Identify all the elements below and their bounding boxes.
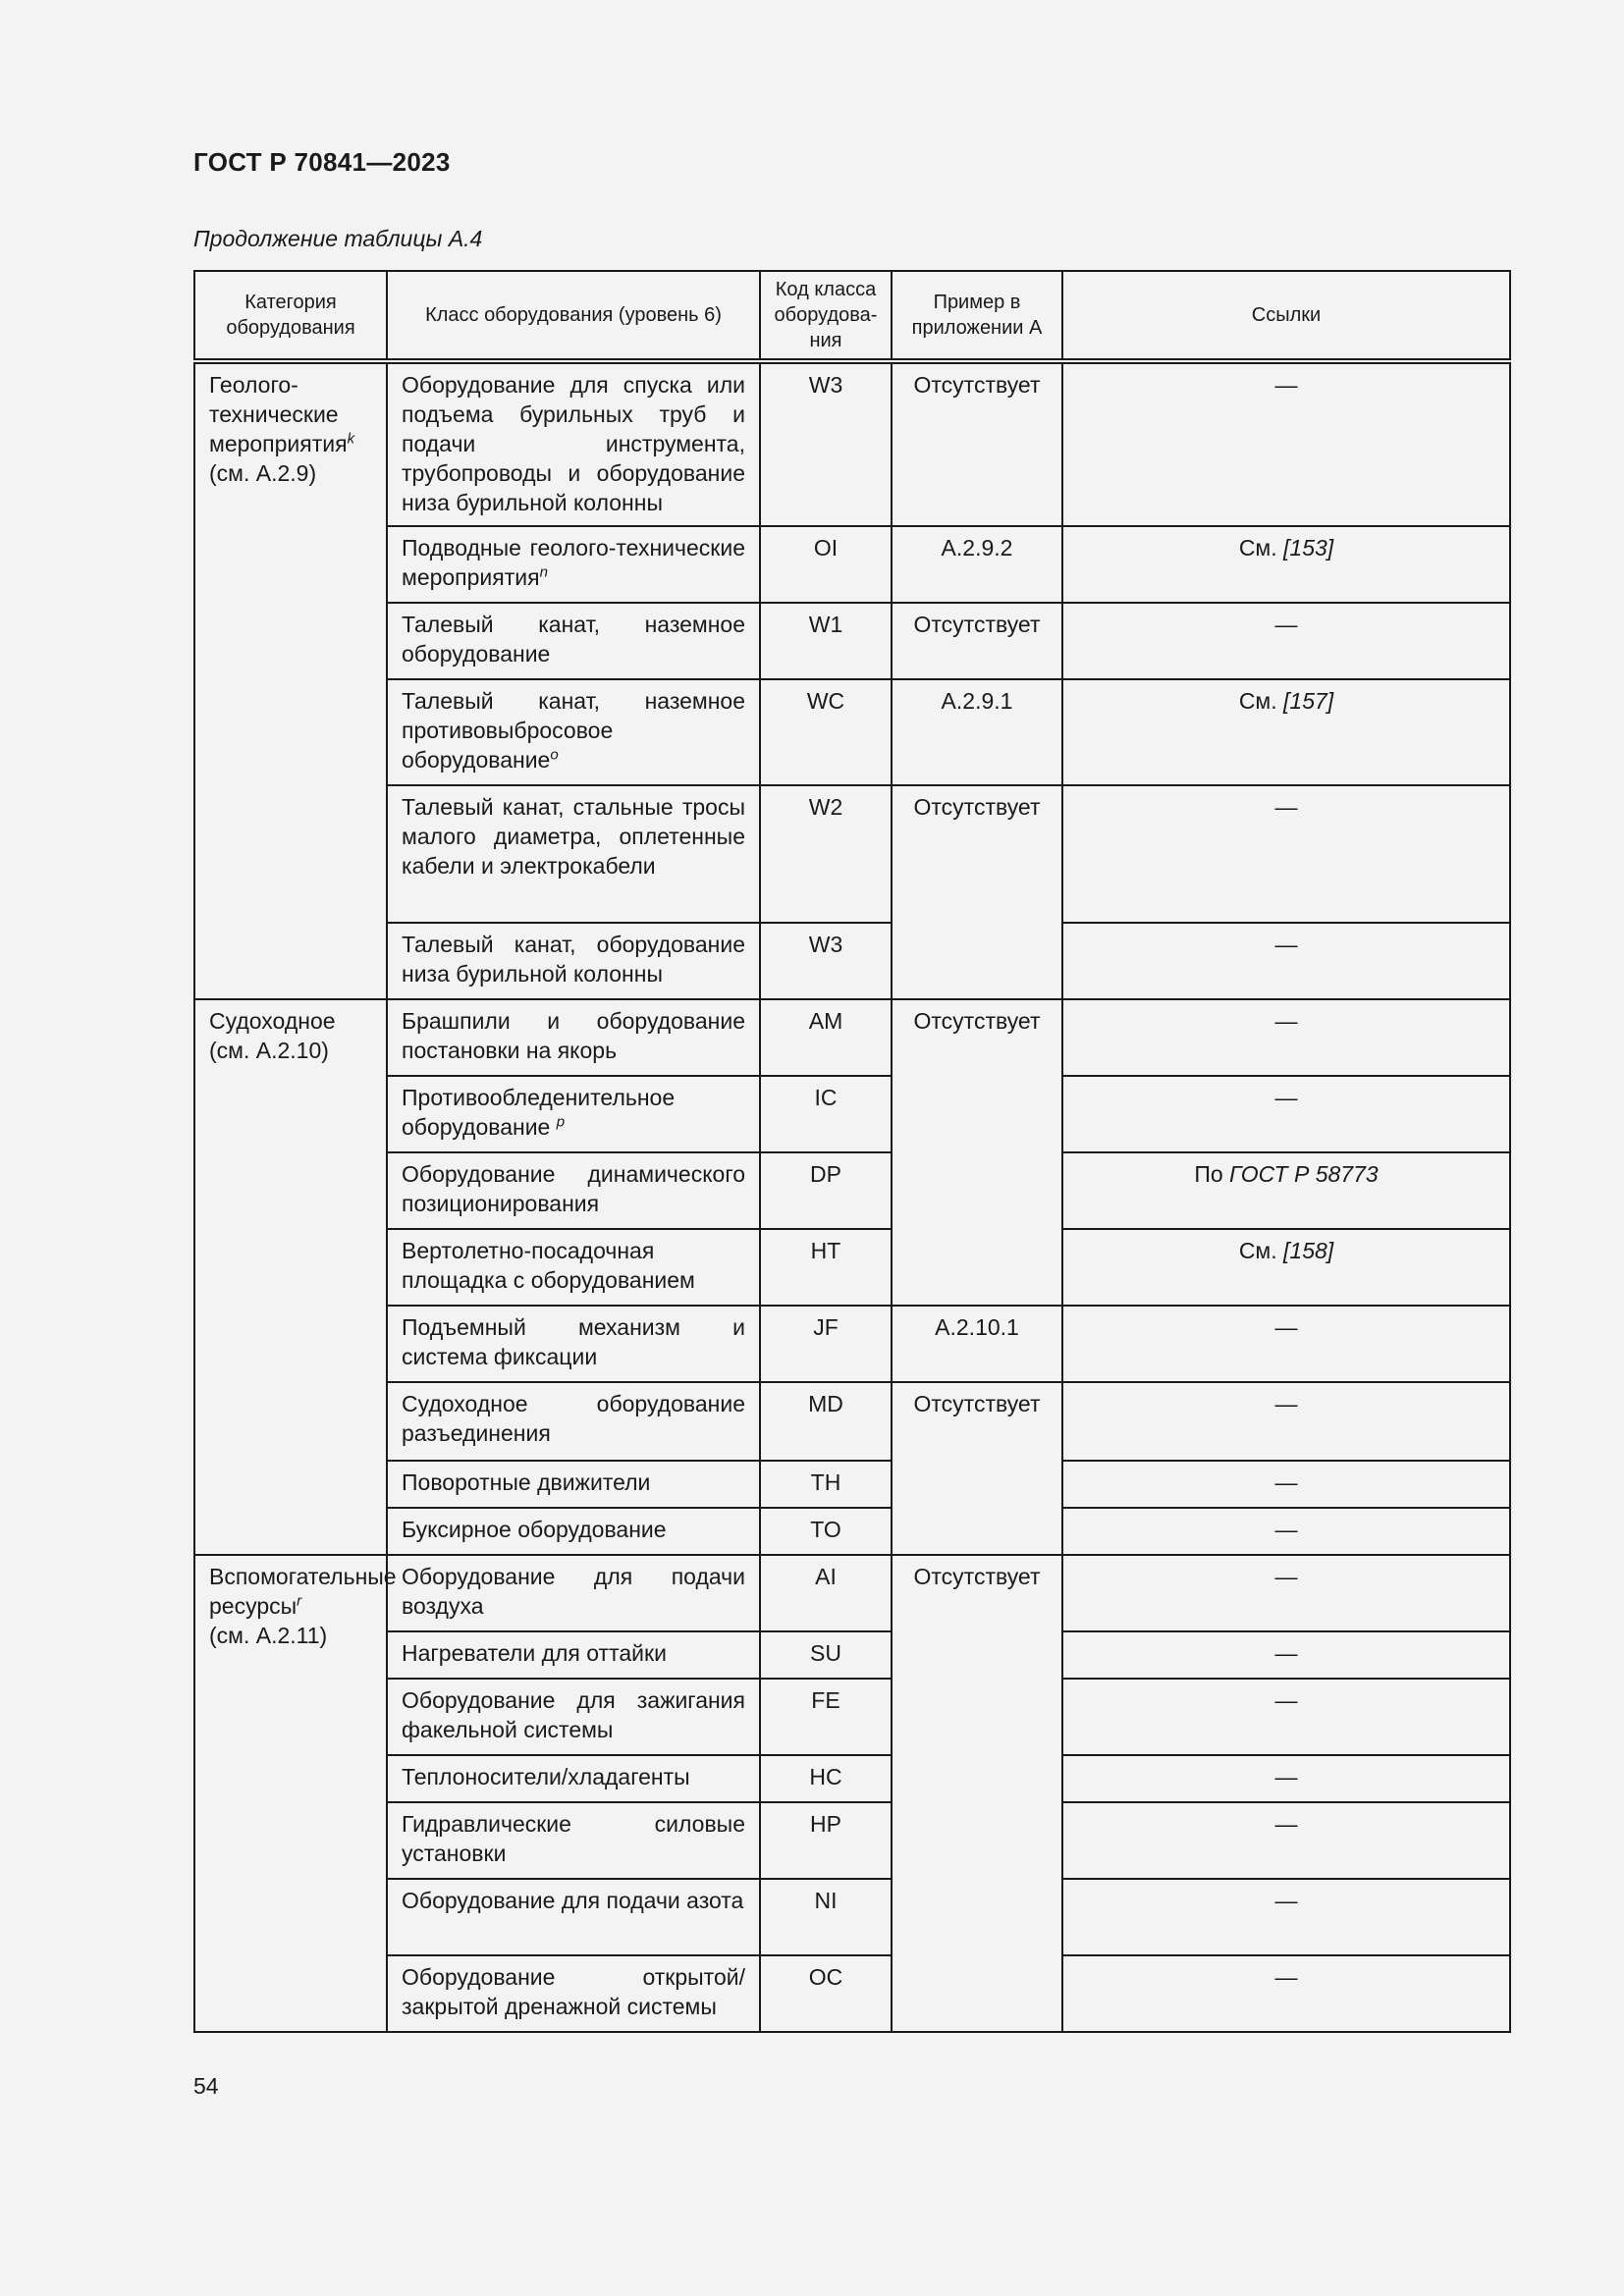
class-cell (387, 1076, 760, 1152)
col-header-class: Класс оборудования (уровень 6) (387, 271, 760, 361)
ref-cell (1062, 679, 1510, 785)
table-caption: Продолжение таблицы А.4 (193, 226, 483, 251)
table-row (194, 1076, 1510, 1152)
table-row (194, 999, 1510, 1076)
class-cell: Оборудование для подачи воздуха (387, 1555, 760, 1631)
table-row (194, 1755, 1510, 1802)
code-cell: AM (760, 999, 892, 1076)
class-cell: Поворотные движители (387, 1461, 760, 1508)
category-cell (194, 361, 387, 999)
col-header-code: Код класса оборудова-ния (760, 271, 892, 361)
ref-prefix: См. (1238, 535, 1284, 561)
category-cell (194, 999, 387, 1555)
ref-cell: — (1062, 1076, 1510, 1152)
table-row (194, 1631, 1510, 1679)
class-text: Противообледенительное оборудование (402, 1085, 676, 1140)
table-row (194, 785, 1510, 923)
page-number: 54 (193, 2073, 219, 2099)
category-ref: (см. А.2.11) (209, 1623, 328, 1648)
code-cell: OI (760, 526, 892, 603)
code-cell: NI (760, 1879, 892, 1955)
ref-cell: — (1062, 1679, 1510, 1755)
ref-prefix: По (1194, 1161, 1230, 1187)
footnote-mark: p (556, 1113, 566, 1131)
ref-cell (1062, 526, 1510, 603)
ref-cell: — (1062, 603, 1510, 679)
class-cell: Оборудование открытой/закрытой дренажной системы (387, 1955, 760, 2032)
code-cell: SU (760, 1631, 892, 1679)
table-row (194, 1461, 1510, 1508)
example-cell: Отсутствует (892, 1555, 1062, 2032)
table-header-row (194, 271, 1510, 361)
table-row (194, 1879, 1510, 1955)
footnote-mark: n (539, 563, 548, 581)
table-row (194, 923, 1510, 999)
class-cell: Гидравлические силовые установки (387, 1802, 760, 1879)
footnote-mark: k (347, 430, 355, 448)
ref-citation: [158] (1283, 1238, 1334, 1263)
class-cell: Оборудование для спуска или подъема бурильных труб и подачи инструмента, трубопроводы и оборудование низа бурильной колонны (387, 361, 760, 526)
category-label: Судоходное (209, 1008, 336, 1034)
table-row (194, 1229, 1510, 1306)
example-cell: Отсутствует (892, 999, 1062, 1306)
ref-cell (1062, 1152, 1510, 1229)
code-cell: HP (760, 1802, 892, 1879)
table-row (194, 1152, 1510, 1229)
class-cell: Нагреватели для оттайки (387, 1631, 760, 1679)
ref-cell: — (1062, 1555, 1510, 1631)
code-cell: MD (760, 1382, 892, 1461)
col-header-refs: Ссылки (1062, 271, 1510, 361)
code-cell: TO (760, 1508, 892, 1555)
ref-citation: [157] (1283, 688, 1334, 714)
class-text: Талевый канат, наземное противовыбросовое оборудование (402, 688, 745, 773)
code-cell: JF (760, 1306, 892, 1382)
code-cell: DP (760, 1152, 892, 1229)
ref-cell: — (1062, 1802, 1510, 1879)
ref-prefix: См. (1238, 688, 1284, 714)
table-row (194, 1306, 1510, 1382)
ref-cell: — (1062, 1461, 1510, 1508)
ref-cell (1062, 1229, 1510, 1306)
col-header-example: Пример в приложении А (892, 271, 1062, 361)
example-cell: Отсутствует (892, 785, 1062, 999)
example-cell: А.2.9.1 (892, 679, 1062, 785)
table-row (194, 526, 1510, 603)
table-row (194, 1508, 1510, 1555)
ref-cell: — (1062, 923, 1510, 999)
class-cell: Подъемный механизм и система фиксации (387, 1306, 760, 1382)
class-cell: Оборудование для подачи азота (387, 1879, 760, 1955)
code-cell: W3 (760, 361, 892, 526)
code-cell: WC (760, 679, 892, 785)
class-cell: Оборудование для зажигания факельной системы (387, 1679, 760, 1755)
category-label: Геолого-технические мероприятия (209, 372, 348, 456)
code-cell: W3 (760, 923, 892, 999)
footnote-mark: o (550, 746, 559, 764)
code-cell: HT (760, 1229, 892, 1306)
footnote-mark: r (297, 1592, 302, 1610)
class-cell (387, 526, 760, 603)
class-cell: Талевый канат, наземное оборудование (387, 603, 760, 679)
class-cell: Талевый канат, стальные тросы малого диаметра, оплетенные кабели и электрокабели (387, 785, 760, 923)
ref-cell: — (1062, 1955, 1510, 2032)
ref-cell: — (1062, 1879, 1510, 1955)
ref-cell: — (1062, 361, 1510, 526)
table-row (194, 1555, 1510, 1631)
class-cell: Теплоносители/хладагенты (387, 1755, 760, 1802)
class-cell (387, 679, 760, 785)
table-row (194, 1382, 1510, 1461)
code-cell: IC (760, 1076, 892, 1152)
ref-cell: — (1062, 1755, 1510, 1802)
ref-cell: — (1062, 1306, 1510, 1382)
ref-prefix: См. (1238, 1238, 1284, 1263)
example-cell: А.2.9.2 (892, 526, 1062, 603)
category-ref: (см. А.2.9) (209, 460, 317, 486)
category-cell (194, 1555, 397, 2032)
equipment-table (193, 270, 1511, 2033)
class-cell: Оборудование динамического позиционирования (387, 1152, 760, 1229)
class-cell: Брашпили и оборудование постановки на якорь (387, 999, 760, 1076)
ref-cell: — (1062, 1382, 1510, 1461)
ref-cell: — (1062, 999, 1510, 1076)
table-row (194, 603, 1510, 679)
example-cell: Отсутствует (892, 603, 1062, 679)
code-cell: AI (760, 1555, 892, 1631)
table-row (194, 1955, 1510, 2032)
ref-cell: — (1062, 785, 1510, 923)
table-row (194, 679, 1510, 785)
class-cell: Талевый канат, оборудование низа бурильной колонны (387, 923, 760, 999)
code-cell: HC (760, 1755, 892, 1802)
document-header: ГОСТ Р 70841—2023 (193, 147, 451, 177)
category-ref: (см. А.2.10) (209, 1038, 329, 1063)
category-label: Вспомогательные ресурсы (209, 1564, 397, 1619)
example-cell: Отсутствует (892, 1382, 1062, 1555)
ref-standard: ГОСТ Р 58773 (1229, 1161, 1379, 1187)
code-cell: FE (760, 1679, 892, 1755)
example-cell: Отсутствует (892, 361, 1062, 526)
table-row (194, 1802, 1510, 1879)
code-cell: W1 (760, 603, 892, 679)
ref-cell: — (1062, 1508, 1510, 1555)
code-cell: TH (760, 1461, 892, 1508)
col-header-category: Категория оборудования (194, 271, 387, 361)
ref-citation: [153] (1283, 535, 1334, 561)
class-text: Подводные геолого-технические мероприятия (402, 535, 745, 590)
table-row (194, 361, 1510, 526)
ref-cell: — (1062, 1631, 1510, 1679)
code-cell: OC (760, 1955, 892, 2032)
example-cell: А.2.10.1 (892, 1306, 1062, 1382)
class-cell: Судоходное оборудование разъединения (387, 1382, 760, 1461)
class-cell: Буксирное оборудование (387, 1508, 760, 1555)
class-cell: Вертолетно-посадочная площадка с оборудованием (387, 1229, 760, 1306)
table-row (194, 1679, 1510, 1755)
code-cell: W2 (760, 785, 892, 923)
